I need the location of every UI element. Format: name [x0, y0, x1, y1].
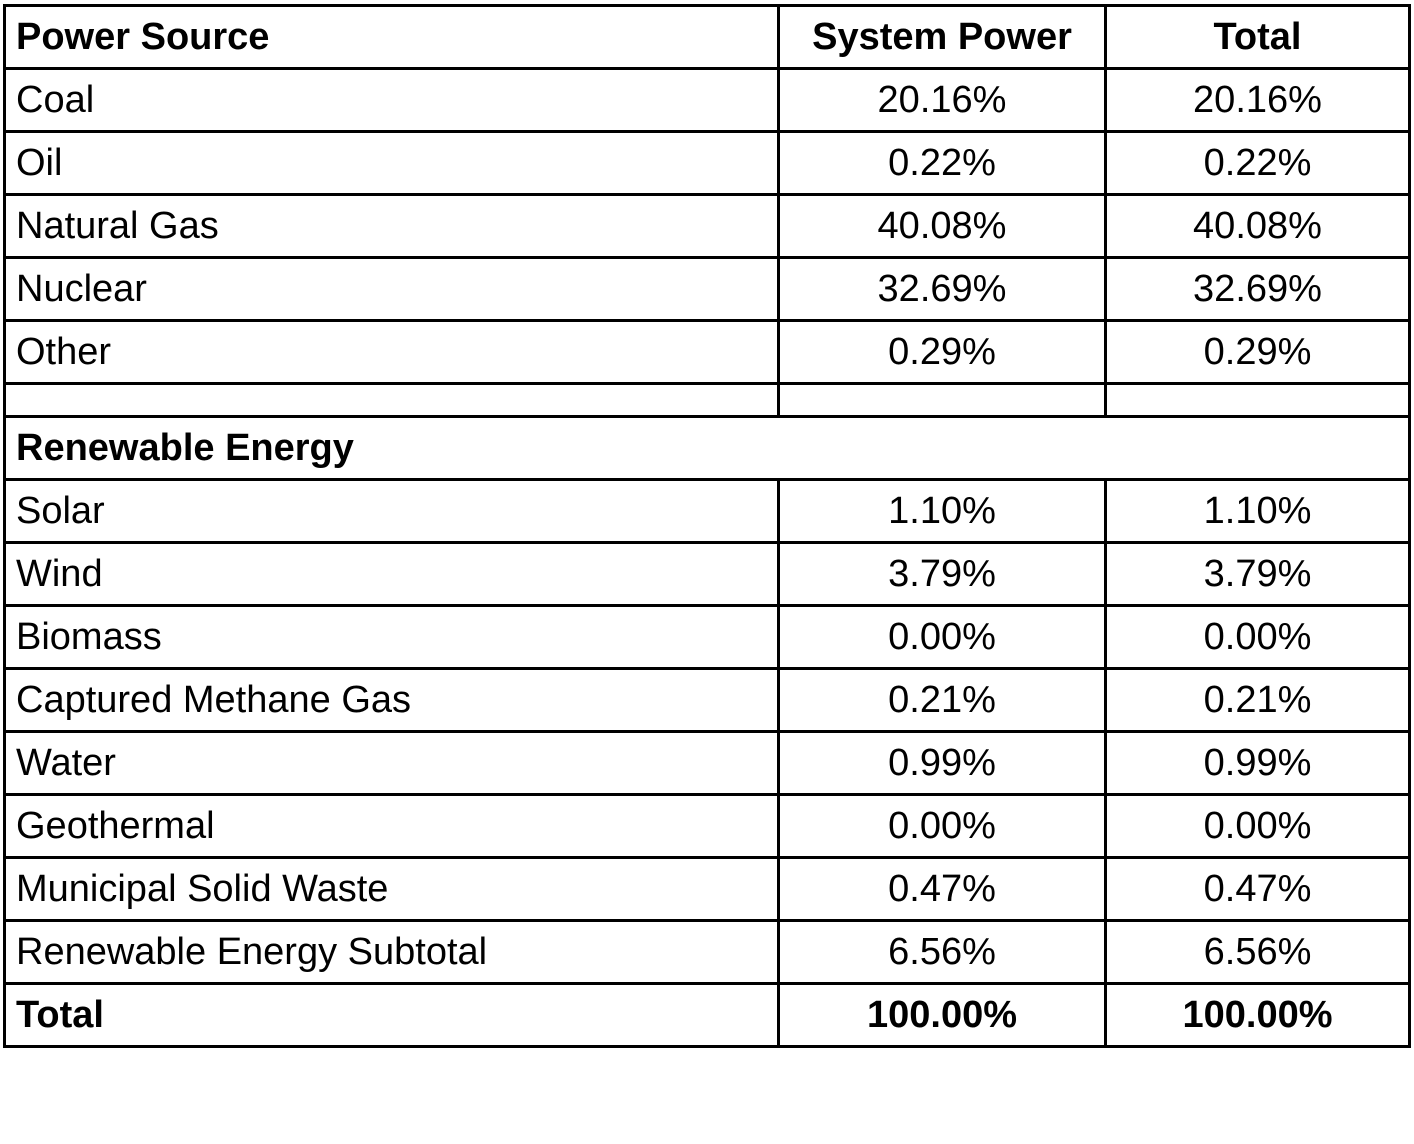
- row-total: 1.10%: [1106, 480, 1410, 543]
- table-row: [5, 480, 1410, 543]
- table-row: [5, 795, 1410, 858]
- table-row: [5, 606, 1410, 669]
- row-system-power: 0.00%: [779, 795, 1106, 858]
- row-total: 0.00%: [1106, 606, 1410, 669]
- row-source: Renewable Energy Subtotal: [5, 921, 779, 984]
- grand-total-row: [5, 984, 1410, 1047]
- header-total: Total: [1106, 6, 1410, 69]
- row-system-power: 6.56%: [779, 921, 1106, 984]
- row-source: Other: [5, 321, 779, 384]
- row-total: 40.08%: [1106, 195, 1410, 258]
- row-source: Water: [5, 732, 779, 795]
- row-total: 20.16%: [1106, 69, 1410, 132]
- renewable-section-heading: Renewable Energy: [5, 417, 1410, 480]
- row-source: Biomass: [5, 606, 779, 669]
- row-system-power: 1.10%: [779, 480, 1106, 543]
- table-row: [5, 258, 1410, 321]
- grand-total-system-power: 100.00%: [779, 984, 1106, 1047]
- row-total: 0.47%: [1106, 858, 1410, 921]
- row-system-power: 3.79%: [779, 543, 1106, 606]
- spacer-cell: [1106, 384, 1410, 417]
- table-row: [5, 195, 1410, 258]
- grand-total-label: Total: [5, 984, 779, 1047]
- row-source: Wind: [5, 543, 779, 606]
- header-power-source: Power Source: [5, 6, 779, 69]
- row-source: Captured Methane Gas: [5, 669, 779, 732]
- row-system-power: 40.08%: [779, 195, 1106, 258]
- table-row: [5, 543, 1410, 606]
- row-source: Nuclear: [5, 258, 779, 321]
- row-total: 6.56%: [1106, 921, 1410, 984]
- row-system-power: 0.21%: [779, 669, 1106, 732]
- table-row: [5, 69, 1410, 132]
- power-source-table: [3, 4, 1411, 1048]
- row-system-power: 0.99%: [779, 732, 1106, 795]
- row-source: Solar: [5, 480, 779, 543]
- row-system-power: 0.00%: [779, 606, 1106, 669]
- header-row: [5, 6, 1410, 69]
- row-total: 0.00%: [1106, 795, 1410, 858]
- table-row: [5, 858, 1410, 921]
- row-system-power: 32.69%: [779, 258, 1106, 321]
- header-system-power: System Power: [779, 6, 1106, 69]
- row-source: Coal: [5, 69, 779, 132]
- row-total: 0.22%: [1106, 132, 1410, 195]
- row-total: 3.79%: [1106, 543, 1410, 606]
- table-row: [5, 732, 1410, 795]
- table-row: [5, 321, 1410, 384]
- spacer-cell: [779, 384, 1106, 417]
- spacer-row: [5, 384, 1410, 417]
- table-row: [5, 132, 1410, 195]
- row-system-power: 0.29%: [779, 321, 1106, 384]
- row-total: 0.99%: [1106, 732, 1410, 795]
- row-total: 0.29%: [1106, 321, 1410, 384]
- row-system-power: 0.22%: [779, 132, 1106, 195]
- row-source: Geothermal: [5, 795, 779, 858]
- renewable-section-row: [5, 417, 1410, 480]
- grand-total-total: 100.00%: [1106, 984, 1410, 1047]
- table-row: [5, 669, 1410, 732]
- row-system-power: 0.47%: [779, 858, 1106, 921]
- subtotal-row: [5, 921, 1410, 984]
- row-source: Natural Gas: [5, 195, 779, 258]
- spacer-cell: [5, 384, 779, 417]
- row-total: 0.21%: [1106, 669, 1410, 732]
- row-source: Municipal Solid Waste: [5, 858, 779, 921]
- row-system-power: 20.16%: [779, 69, 1106, 132]
- row-total: 32.69%: [1106, 258, 1410, 321]
- row-source: Oil: [5, 132, 779, 195]
